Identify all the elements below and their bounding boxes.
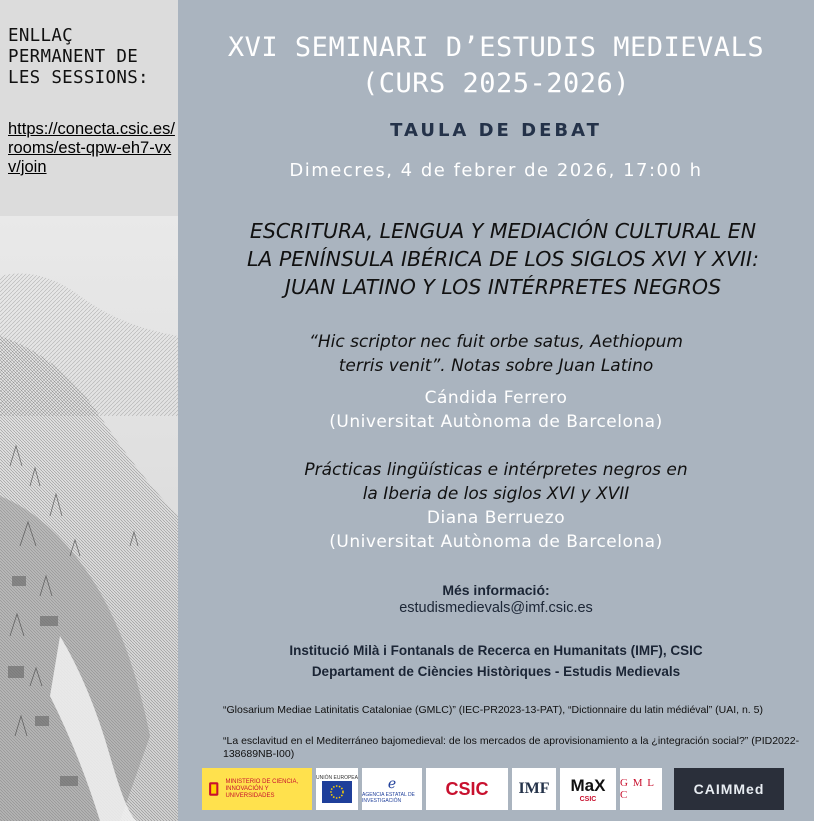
seminar-title	[178, 30, 814, 102]
talk-title-line-2: la Iberia de los siglos XVI y XVII	[362, 484, 630, 504]
caimmed-logo	[674, 768, 784, 810]
sidebar	[0, 0, 178, 821]
eu-flag-icon	[322, 781, 352, 803]
speaker-affiliation: (Universitat Autònoma de Barcelona)	[329, 412, 663, 432]
talk-title-line-1: “Hic scriptor nec fuit orbe satus, Aethiopum	[309, 332, 683, 352]
agencia-mark-icon: ℯ	[387, 774, 397, 791]
talk-2	[178, 458, 814, 554]
ministerio-text: MINISTERIO DE CIENCIA, INNOVACIÓN Y UNIVERSIDADES	[225, 778, 299, 799]
talk-title-line-2: terris venit”. Notas sobre Juan Latino	[338, 356, 654, 376]
speaker-name: Cándida Ferrero	[424, 388, 568, 408]
max-text: MaX	[570, 775, 606, 795]
agencia-text: AGENCIA ESTATAL DE INVESTIGACIÓN	[362, 791, 415, 804]
title-line-2: (CURS 2025-2026)	[361, 68, 631, 99]
imf-logo	[512, 768, 556, 810]
project-note-2: “La esclavitud en el Mediterráneo bajomedieval: de los mercados de aprovisionamiento a la ¿integración social?” (PID2022-138689NB-I00)	[223, 735, 800, 760]
agencia-logo	[362, 768, 422, 810]
imf-text: IMF	[518, 780, 550, 797]
caimmed-text: CAIMMed	[693, 781, 765, 797]
ministerio-logo	[202, 768, 312, 810]
max-sub-text: CSIC	[579, 795, 597, 803]
event-date: Dimecres, 4 de febrer de 2026, 17:00 h	[289, 160, 703, 181]
institution-line-1: Institució Milà i Fontanals de Recerca en Humanitats (IMF), CSIC	[289, 643, 703, 658]
talk-title-line-1: Prácticas lingüísticas e intérpretes negros en	[304, 460, 688, 480]
eu-logo	[316, 768, 358, 810]
institution-line-2: Departament de Ciències Històriques - Estudis Medievals	[311, 664, 681, 679]
debate-theme	[198, 217, 808, 301]
eu-text: UNIÓN EUROPEA	[316, 775, 358, 781]
event-type: TAULA DE DEBAT	[390, 120, 602, 141]
main-panel	[178, 0, 814, 821]
speaker-name: Diana Berruezo	[426, 508, 566, 528]
gmlc-text: G M L C	[620, 777, 655, 801]
max-logo	[560, 768, 616, 810]
csic-logo	[426, 768, 508, 810]
talk-1	[178, 330, 814, 434]
sidebar-link-panel	[0, 0, 178, 216]
more-info-label: Més informació:	[442, 582, 550, 598]
spain-crest-icon	[206, 772, 221, 806]
engraving-image	[0, 216, 178, 821]
title-line-1: XVI SEMINARI D’ESTUDIS MEDIEVALS	[227, 32, 765, 63]
sidebar-heading: ENLLAÇ PERMANENT DE LES SESSIONS:	[8, 26, 149, 88]
theme-line-2: LA PENÍNSULA IBÉRICA DE LOS SIGLOS XVI Y XVII:	[246, 247, 760, 271]
gmlc-logo	[620, 768, 662, 810]
speaker-affiliation: (Universitat Autònoma de Barcelona)	[329, 532, 663, 552]
contact-email[interactable]: estudismedievals@imf.csic.es	[399, 600, 593, 616]
theme-line-1: ESCRITURA, LENGUA Y MEDIACIÓN CULTURAL EN	[249, 219, 757, 243]
project-note-1: “Glosarium Mediae Latinitatis Cataloniae (GMLC)” (IEC-PR2023-13-PAT), “Dictionnaire du latin médiéval” (UAI, n. 5)	[223, 704, 763, 716]
csic-text: CSIC	[445, 778, 489, 799]
sponsor-logos	[202, 768, 810, 812]
session-link[interactable]: https://conecta.csic.es/rooms/est-qpw-eh7-vxv/join	[8, 120, 175, 176]
theme-line-3: JUAN LATINO Y LOS INTÉRPRETES NEGROS	[284, 275, 722, 299]
